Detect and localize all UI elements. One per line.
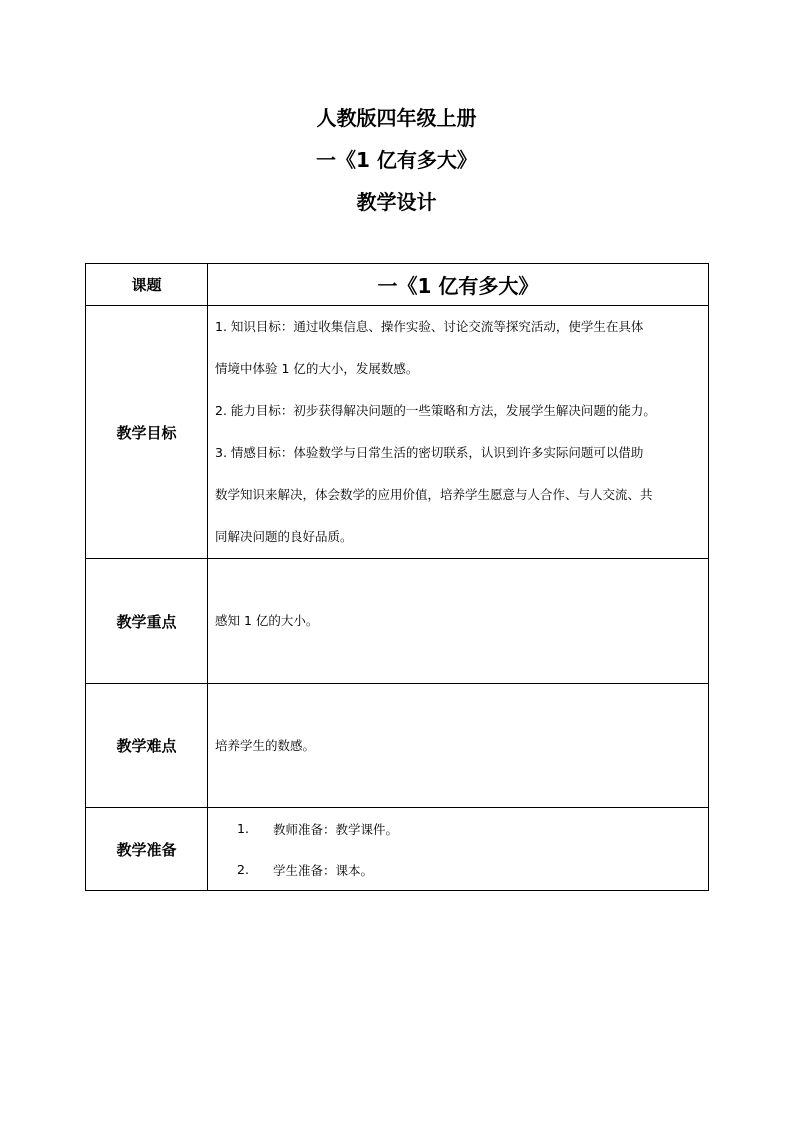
lesson-plan-table <box>85 263 709 891</box>
goal-line: 同解决问题的良好品质。 <box>215 529 353 544</box>
prep-item <box>215 849 704 890</box>
goal-line: 3. 情感目标：体验数学与日常生活的密切联系，认识到许多实际问题可以借助 <box>215 445 644 460</box>
difficulty-text: 培养学生的数感。 <box>215 737 316 753</box>
difficulty-row <box>86 684 709 808</box>
goals-row <box>86 306 709 559</box>
topic-label: 课题 <box>86 264 208 306</box>
goals-content <box>208 306 709 559</box>
goal-line: 1. 知识目标：通过收集信息、操作实验、讨论交流等探究活动，使学生在具体 <box>215 319 644 334</box>
goal-line: 2. 能力目标：初步获得解决问题的一些策略和方法，发展学生解决问题的能力。 <box>215 403 656 418</box>
preparation-row <box>86 808 709 891</box>
prep-item-number: 2. <box>237 862 249 877</box>
prep-item-number: 1. <box>237 821 249 836</box>
prep-item-text: 学生准备：课本。 <box>273 862 374 878</box>
goal-line: 情境中体验 1 亿的大小，发展数感。 <box>215 361 419 376</box>
key-point-row <box>86 559 709 684</box>
doc-title-line1: 人教版四年级上册 <box>316 106 477 130</box>
preparation-content <box>208 808 709 891</box>
preparation-label: 教学准备 <box>86 808 208 891</box>
topic-row <box>86 264 709 306</box>
doc-title-line2: 一《1 亿有多大》 <box>316 148 477 172</box>
prep-item <box>215 808 704 849</box>
goal-line: 数学知识来解决，体会数学的应用价值，培养学生愿意与人合作、与人交流、共 <box>215 487 653 502</box>
key-point-label: 教学重点 <box>86 559 208 684</box>
key-point-text: 感知 1 亿的大小。 <box>215 613 319 628</box>
goals-label: 教学目标 <box>86 306 208 559</box>
doc-title-line3: 教学设计 <box>356 190 437 214</box>
topic-value: 一《1 亿有多大》 <box>208 264 709 306</box>
difficulty-label: 教学难点 <box>86 684 208 808</box>
prep-item-text: 教师准备：教学课件。 <box>273 821 399 837</box>
